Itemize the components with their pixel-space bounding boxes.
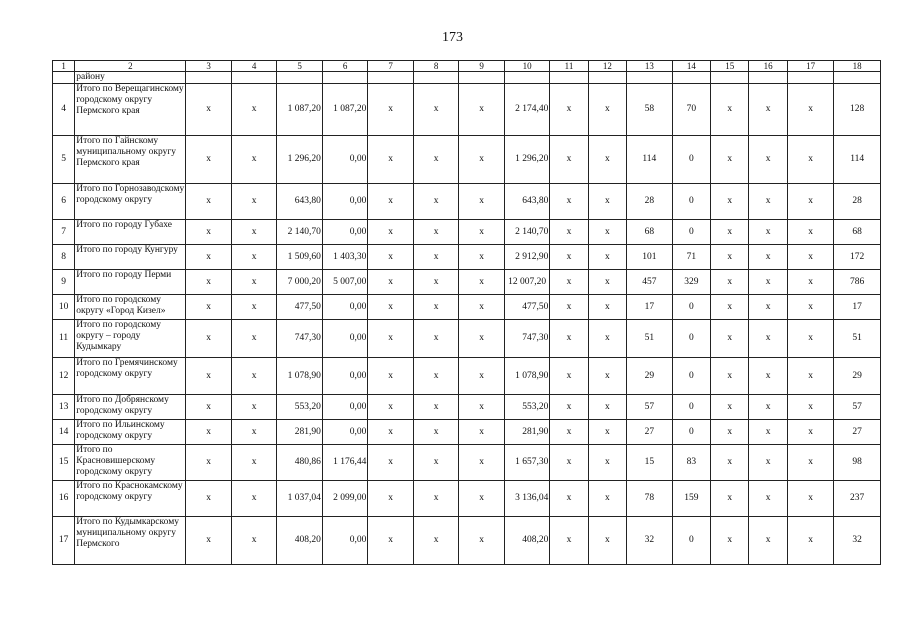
cell-c16: х [749, 358, 787, 395]
cell-c6: 0,00 [322, 136, 367, 184]
cell-c14: 0 [672, 136, 710, 184]
column-header: 1 [53, 61, 75, 72]
cell-c11: х [550, 136, 588, 184]
cell-c13: 17 [627, 295, 672, 320]
cell-c6: 0,00 [322, 395, 367, 420]
cell-c9: х [459, 395, 504, 420]
cell-c4: х [231, 84, 276, 136]
column-header: 11 [550, 61, 588, 72]
cell-c13: 27 [627, 420, 672, 445]
cell-c15: х [711, 295, 749, 320]
cell-c17: х [787, 358, 834, 395]
cell-c8: х [413, 220, 458, 245]
cell-c15: х [711, 245, 749, 270]
cell-c11: х [550, 270, 588, 295]
cell-c12: х [588, 320, 626, 358]
cell-c3: х [186, 295, 231, 320]
cell-c13: 32 [627, 517, 672, 565]
cell-c6: 0,00 [322, 220, 367, 245]
cell-c13: 68 [627, 220, 672, 245]
cell-c3: х [186, 445, 231, 481]
cell-c6: 1 176,44 [322, 445, 367, 481]
cell-c16: х [749, 84, 787, 136]
cell-c14: 0 [672, 220, 710, 245]
territory-name: Итого по Верещагинскому городскому округу Пермского края [75, 84, 186, 136]
column-header: 15 [711, 61, 749, 72]
cell-c17: х [787, 136, 834, 184]
cell-c5: 1 087,20 [277, 84, 322, 136]
cell-c15: х [711, 184, 749, 220]
cell-c18: 68 [834, 220, 881, 245]
cell-c14: 159 [672, 481, 710, 517]
cell-c11: х [550, 517, 588, 565]
cell-c6: 0,00 [322, 295, 367, 320]
cell-c16: х [749, 420, 787, 445]
cell-c7: х [368, 245, 413, 270]
cell-c3: х [186, 481, 231, 517]
cell-c14: 0 [672, 320, 710, 358]
column-header: 2 [75, 61, 186, 72]
cell-c4: х [231, 270, 276, 295]
cell-c11: х [550, 420, 588, 445]
territory-name: Итого по городскому округу – городу Кудымкару [75, 320, 186, 358]
cell-c7: х [368, 84, 413, 136]
cell-c11: х [550, 184, 588, 220]
territory-name: Итого по городу Перми [75, 270, 186, 295]
cell-c18: 51 [834, 320, 881, 358]
cell-c7: х [368, 395, 413, 420]
cell-c18: 237 [834, 481, 881, 517]
cell-c15: х [711, 270, 749, 295]
table-row [53, 220, 881, 245]
cell-c5: 480,86 [277, 445, 322, 481]
cell-c10: 747,30 [504, 320, 549, 358]
cell-c4: х [231, 184, 276, 220]
cell-c6: 0,00 [322, 358, 367, 395]
cell-c8: х [413, 420, 458, 445]
cell-c18: 786 [834, 270, 881, 295]
cell-c9: х [459, 481, 504, 517]
cell-c11: х [550, 445, 588, 481]
cell-c9: х [459, 245, 504, 270]
cell-c3: х [186, 420, 231, 445]
cell-c3: х [186, 220, 231, 245]
cell-c7: х [368, 420, 413, 445]
cell-c16: х [749, 220, 787, 245]
column-header: 6 [322, 61, 367, 72]
cell-c7: х [368, 517, 413, 565]
table-row [53, 445, 881, 481]
cell-c10: 2 174,40 [504, 84, 549, 136]
cell-c14: 329 [672, 270, 710, 295]
cell-c16: х [749, 184, 787, 220]
cell-c14: 0 [672, 358, 710, 395]
cell-c13: 114 [627, 136, 672, 184]
cell-c13: 457 [627, 270, 672, 295]
row-number: 15 [53, 445, 75, 481]
cell-c3: х [186, 245, 231, 270]
cell-c15: х [711, 445, 749, 481]
cell-c3: х [186, 184, 231, 220]
cell-c10: 1 657,30 [504, 445, 549, 481]
territory-name: Итого по Добрянскому городскому округу [75, 395, 186, 420]
cell-c3: х [186, 136, 231, 184]
cell-c16: х [749, 320, 787, 358]
cell-c5: 747,30 [277, 320, 322, 358]
cell-c5: 1 078,90 [277, 358, 322, 395]
cell-c13: 51 [627, 320, 672, 358]
cell-c11: х [550, 320, 588, 358]
cell-c4: х [231, 220, 276, 245]
cell-c14: 83 [672, 445, 710, 481]
cell-c14: 0 [672, 517, 710, 565]
cell-c13: 29 [627, 358, 672, 395]
cell-c4: х [231, 295, 276, 320]
cell-c18: 29 [834, 358, 881, 395]
cell-c18: 28 [834, 184, 881, 220]
cell-c6: 0,00 [322, 320, 367, 358]
cell-c10: 3 136,04 [504, 481, 549, 517]
column-header: 5 [277, 61, 322, 72]
cell-c13: 78 [627, 481, 672, 517]
column-header: 9 [459, 61, 504, 72]
column-header: 18 [834, 61, 881, 72]
territory-name: Итого по Кудымкарскому муниципальному округу Пермского [75, 517, 186, 565]
cell-c4: х [231, 395, 276, 420]
cell-c9: х [459, 270, 504, 295]
cell-c6: 0,00 [322, 184, 367, 220]
cell-c3: х [186, 270, 231, 295]
cell-c5: 7 000,20 [277, 270, 322, 295]
cell-c16: х [749, 445, 787, 481]
cell-c14: 0 [672, 395, 710, 420]
territory-name: Итого по Гайнскому муниципальному округу Пермского края [75, 136, 186, 184]
cell-c18: 172 [834, 245, 881, 270]
row-number: 6 [53, 184, 75, 220]
cell-c11: х [550, 84, 588, 136]
cell-c9: х [459, 445, 504, 481]
column-header: 8 [413, 61, 458, 72]
cell-c15: х [711, 395, 749, 420]
cell-c10: 408,20 [504, 517, 549, 565]
cell-c17: х [787, 517, 834, 565]
cell-c5: 2 140,70 [277, 220, 322, 245]
cell-c17: х [787, 481, 834, 517]
cell-c10: 1 296,20 [504, 136, 549, 184]
cell-c12: х [588, 481, 626, 517]
cell-c12: х [588, 136, 626, 184]
cell-c4: х [231, 420, 276, 445]
cell-c12: х [588, 395, 626, 420]
cell-c5: 1 037,04 [277, 481, 322, 517]
cell-c13: 28 [627, 184, 672, 220]
cell-c17: х [787, 220, 834, 245]
territory-name: Итого по Краснокамскому городскому округу [75, 481, 186, 517]
cell-c17: х [787, 320, 834, 358]
row-number: 17 [53, 517, 75, 565]
cell-c16: х [749, 245, 787, 270]
territory-name: Итого по городскому округу «Город Кизел» [75, 295, 186, 320]
cell-c7: х [368, 184, 413, 220]
cell-c14: 70 [672, 84, 710, 136]
column-header: 16 [749, 61, 787, 72]
row-number: 12 [53, 358, 75, 395]
table-row [53, 184, 881, 220]
row-number: 7 [53, 220, 75, 245]
cell-c7: х [368, 481, 413, 517]
row-number: 9 [53, 270, 75, 295]
column-header: 13 [627, 61, 672, 72]
cell-c7: х [368, 136, 413, 184]
row-number: 16 [53, 481, 75, 517]
cell-c9: х [459, 420, 504, 445]
column-header: 7 [368, 61, 413, 72]
cell-c6: 1 403,30 [322, 245, 367, 270]
cell-c5: 553,20 [277, 395, 322, 420]
cell-c4: х [231, 136, 276, 184]
cell-c3: х [186, 84, 231, 136]
cell-c16: х [749, 517, 787, 565]
cell-c16: х [749, 395, 787, 420]
cell-c13: 57 [627, 395, 672, 420]
cell-c8: х [413, 445, 458, 481]
cell-c9: х [459, 320, 504, 358]
cell-c17: х [787, 420, 834, 445]
row-number: 13 [53, 395, 75, 420]
cell-c15: х [711, 320, 749, 358]
cell-c3: х [186, 517, 231, 565]
cell-c3: х [186, 358, 231, 395]
cell-c16: х [749, 295, 787, 320]
table-row [53, 420, 881, 445]
cell-c17: х [787, 395, 834, 420]
cell-c6: 0,00 [322, 420, 367, 445]
cell-c9: х [459, 295, 504, 320]
cell-c9: х [459, 136, 504, 184]
cell-c16: х [749, 136, 787, 184]
column-header: 14 [672, 61, 710, 72]
cell-c17: х [787, 270, 834, 295]
cell-c10: 12 007,20 [504, 270, 549, 295]
cell-c16: х [749, 481, 787, 517]
territory-name: Итого по городу Кунгуру [75, 245, 186, 270]
cell-c11: х [550, 295, 588, 320]
cell-c7: х [368, 220, 413, 245]
table-row [53, 136, 881, 184]
cell-c11: х [550, 245, 588, 270]
cell-c17: х [787, 445, 834, 481]
cell-c8: х [413, 517, 458, 565]
cell-c15: х [711, 517, 749, 565]
cell-c8: х [413, 84, 458, 136]
table-row [53, 481, 881, 517]
cell-c8: х [413, 295, 458, 320]
cell-c14: 71 [672, 245, 710, 270]
cell-c8: х [413, 358, 458, 395]
column-header: 3 [186, 61, 231, 72]
page-number: 173 [442, 30, 463, 45]
continuation-row [53, 72, 881, 84]
cell-c6: 5 007,00 [322, 270, 367, 295]
cell-c8: х [413, 395, 458, 420]
cell-c11: х [550, 481, 588, 517]
cell-c8: х [413, 245, 458, 270]
cell-c8: х [413, 136, 458, 184]
cell-c17: х [787, 245, 834, 270]
row-number: 8 [53, 245, 75, 270]
cell-c18: 98 [834, 445, 881, 481]
cell-c12: х [588, 84, 626, 136]
cell-c12: х [588, 517, 626, 565]
territory-name: Итого по Ильинскому городскому округу [75, 420, 186, 445]
cell-c12: х [588, 295, 626, 320]
cell-c14: 0 [672, 420, 710, 445]
table-row [53, 358, 881, 395]
cell-c12: х [588, 245, 626, 270]
cell-c12: х [588, 445, 626, 481]
cell-c16: х [749, 270, 787, 295]
cell-c15: х [711, 220, 749, 245]
cell-c7: х [368, 358, 413, 395]
cell-c18: 27 [834, 420, 881, 445]
territory-name: Итого по Горнозаводскому городскому округу [75, 184, 186, 220]
cell-c17: х [787, 184, 834, 220]
cell-c6: 2 099,00 [322, 481, 367, 517]
row-number: 4 [53, 84, 75, 136]
cell-c13: 15 [627, 445, 672, 481]
data-table [52, 60, 881, 565]
cell-c11: х [550, 220, 588, 245]
cell-c9: х [459, 220, 504, 245]
cell-c13: 101 [627, 245, 672, 270]
cell-c4: х [231, 481, 276, 517]
row-number: 5 [53, 136, 75, 184]
cell-c13: 58 [627, 84, 672, 136]
cell-c5: 1 509,60 [277, 245, 322, 270]
cell-c17: х [787, 84, 834, 136]
cell-c5: 408,20 [277, 517, 322, 565]
cell-c15: х [711, 84, 749, 136]
table-row [53, 295, 881, 320]
cell-c6: 1 087,20 [322, 84, 367, 136]
cell-c14: 0 [672, 184, 710, 220]
cell-c15: х [711, 481, 749, 517]
cell-c7: х [368, 445, 413, 481]
cell-c5: 643,80 [277, 184, 322, 220]
cell-c4: х [231, 445, 276, 481]
cell-c15: х [711, 358, 749, 395]
cell-c9: х [459, 358, 504, 395]
cell-c8: х [413, 481, 458, 517]
cell-c7: х [368, 320, 413, 358]
cell-c9: х [459, 184, 504, 220]
cell-c7: х [368, 270, 413, 295]
cell-c3: х [186, 395, 231, 420]
territory-name: Итого по Красновишерскому городскому округу [75, 445, 186, 481]
cell-c12: х [588, 270, 626, 295]
cell-c4: х [231, 320, 276, 358]
cell-c3: х [186, 320, 231, 358]
cell-c10: 1 078,90 [504, 358, 549, 395]
cell-c10: 477,50 [504, 295, 549, 320]
cell-c18: 114 [834, 136, 881, 184]
table-row [53, 395, 881, 420]
cell-c5: 477,50 [277, 295, 322, 320]
table-row [53, 270, 881, 295]
cell-c8: х [413, 320, 458, 358]
cell-c15: х [711, 420, 749, 445]
row-number: 10 [53, 295, 75, 320]
cell-c4: х [231, 245, 276, 270]
table-row [53, 517, 881, 565]
cell-c5: 1 296,20 [277, 136, 322, 184]
cell-c12: х [588, 420, 626, 445]
cell-c17: х [787, 295, 834, 320]
cell-c9: х [459, 517, 504, 565]
column-header: 12 [588, 61, 626, 72]
cell-c12: х [588, 358, 626, 395]
column-header: 4 [231, 61, 276, 72]
column-header: 17 [787, 61, 834, 72]
column-header: 10 [504, 61, 549, 72]
cell-c15: х [711, 136, 749, 184]
cell-c10: 2 912,90 [504, 245, 549, 270]
cell-c18: 17 [834, 295, 881, 320]
table-row [53, 320, 881, 358]
cell-c5: 281,90 [277, 420, 322, 445]
cell-c11: х [550, 358, 588, 395]
cell-c12: х [588, 220, 626, 245]
territory-name: Итого по городу Губахе [75, 220, 186, 245]
cell-c18: 32 [834, 517, 881, 565]
cell-c9: х [459, 84, 504, 136]
cell-c7: х [368, 295, 413, 320]
cell-c4: х [231, 358, 276, 395]
cell-c11: х [550, 395, 588, 420]
cell-c10: 2 140,70 [504, 220, 549, 245]
continuation-text: району [75, 72, 186, 84]
cell-c14: 0 [672, 295, 710, 320]
cell-c8: х [413, 270, 458, 295]
cell-c10: 643,80 [504, 184, 549, 220]
cell-c18: 57 [834, 395, 881, 420]
cell-c18: 128 [834, 84, 881, 136]
row-number: 14 [53, 420, 75, 445]
cell-c10: 281,90 [504, 420, 549, 445]
row-number: 11 [53, 320, 75, 358]
cell-c6: 0,00 [322, 517, 367, 565]
table-row [53, 245, 881, 270]
cell-c10: 553,20 [504, 395, 549, 420]
cell-c4: х [231, 517, 276, 565]
territory-name: Итого по Гремячинскому городскому округу [75, 358, 186, 395]
cell-c12: х [588, 184, 626, 220]
column-number-row [53, 61, 881, 72]
cell-c8: х [413, 184, 458, 220]
table-row [53, 84, 881, 136]
